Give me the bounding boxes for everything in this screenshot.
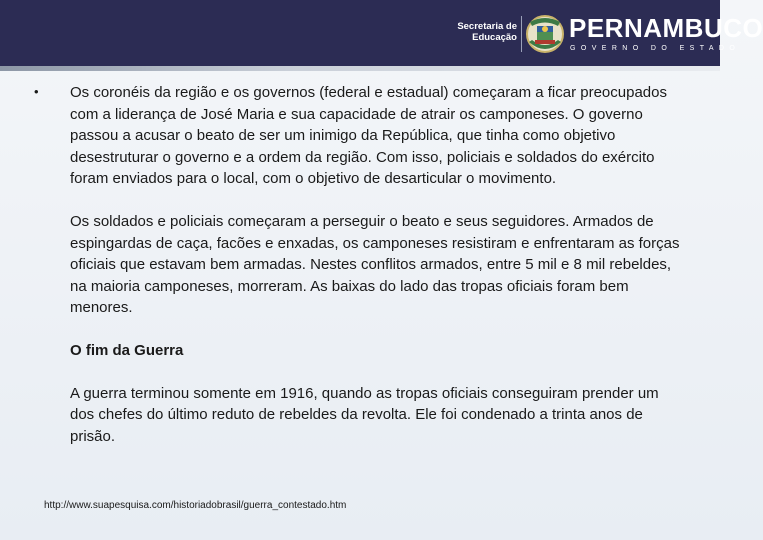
bullet-marker: • <box>34 84 39 99</box>
content-body <box>70 82 682 468</box>
header-bar <box>0 0 763 66</box>
state-seal-icon <box>524 12 566 56</box>
secretaria-line2: Educação <box>472 32 517 43</box>
header-divider <box>521 16 522 52</box>
paragraph-1: Os coronéis da região e os governos (federal e estadual) começaram a ficar preocupados com a liderança de José Maria e sua capacidade de atrair os camponeses. O governo passou a acusar o beato de ser um inimigo da República, que tinha como objetivo desestruturar o governo e a ordem da região. Com isso, policiais e soldados do exército foram enviados para o local, com o objetivo de desarticular o movimento. <box>70 84 667 188</box>
secretaria-line1: Secretaria de <box>457 21 517 32</box>
paragraph-2: Os soldados e policiais começaram a perseguir o beato e seus seguidores. Armados de espingardas de caça, facões e enxadas, os camponeses resistiram e enfrentaram as forças oficiais que estavam bem armadas. Nestes conflitos armados, entre 5 mil e 8 mil rebeldes, na maioria camponeses, morreram. As baixas do lado das tropas oficiais foram bem menores. <box>70 212 680 317</box>
brand-title: PERNAMBUCO <box>569 13 763 43</box>
secretaria-label <box>455 21 517 43</box>
source-url: http://www.suapesquisa.com/historiadobrasil/guerra_contestado.htm <box>44 500 347 511</box>
brand-subtitle: GOVERNO DO ESTADO <box>570 45 741 52</box>
paragraph-3: A guerra terminou somente em 1916, quando as tropas oficiais conseguiram prender um dos chefes do último reduto de rebeldes da revolta. Ele foi condenado a trinta anos de prisão. <box>70 384 659 445</box>
section-heading: O fim da Guerra <box>70 341 184 359</box>
header-stripe <box>0 66 720 71</box>
